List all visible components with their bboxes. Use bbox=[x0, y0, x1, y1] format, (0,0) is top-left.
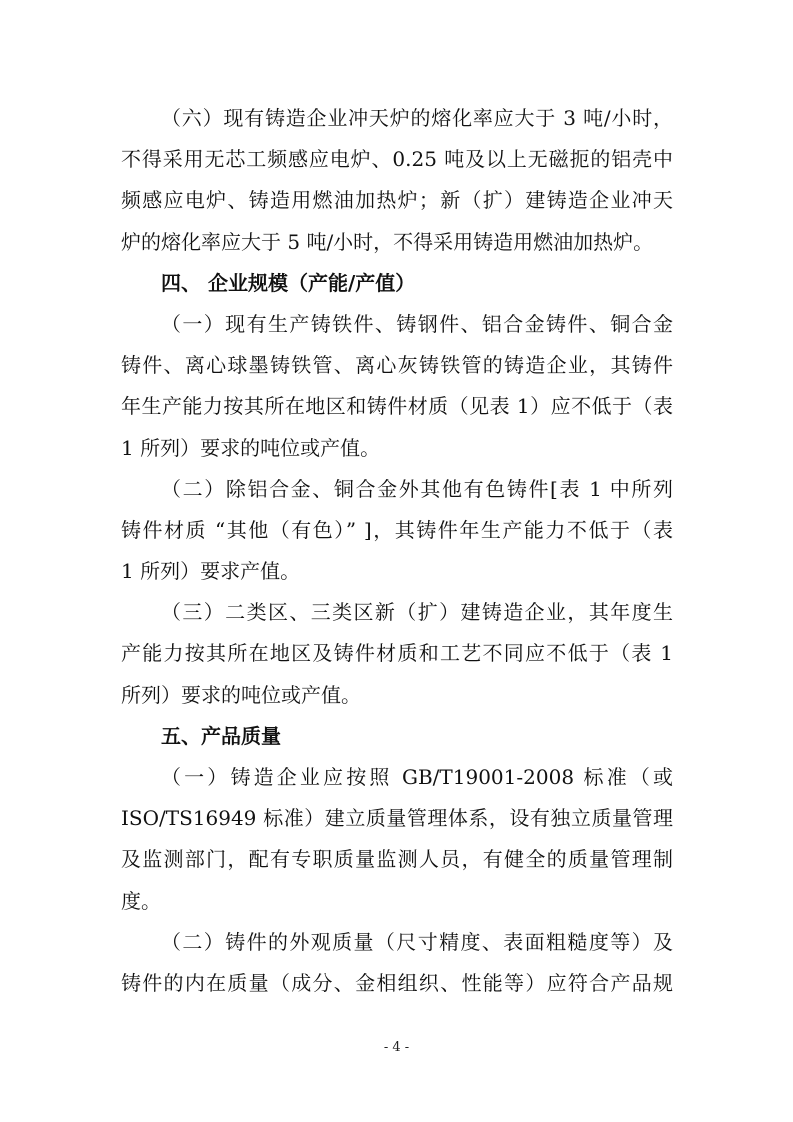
text-line: 不得采用无芯工频感应电炉、0.25 吨及以上无磁扼的铝壳中 bbox=[121, 147, 673, 172]
paragraph-scale-item-1 bbox=[121, 304, 673, 469]
text-line: 铸件、离心球墨铸铁管、离心灰铸铁管的铸造企业，其铸件 bbox=[121, 353, 673, 378]
text-line: 铸件材质 “其他（有色）” ]，其铸件年生产能力不低于（表 bbox=[121, 517, 673, 542]
text-line: 产能力按其所在地区及铸件材质和工艺不同应不低于（表 1 bbox=[121, 641, 673, 666]
text-line: ISO/TS16949 标准）建立质量管理体系，设有独立质量管理 bbox=[121, 806, 673, 831]
text-line: （一）铸造企业应按照 GB/T19001-2008 标准（或 bbox=[161, 765, 673, 789]
section-heading-product-quality: 五、产品质量 bbox=[161, 723, 281, 748]
text-line: 铸件的内在质量（成分、金相组织、性能等）应符合产品规 bbox=[121, 970, 673, 995]
text-line: （三）二类区、三类区新（扩）建铸造企业，其年度生 bbox=[161, 600, 673, 625]
text-line: （一）现有生产铸铁件、铸钢件、铝合金铸件、铜合金 bbox=[161, 311, 673, 336]
page-number: - 4 - bbox=[383, 1040, 410, 1055]
text-line: 所列）要求的吨位或产值。 bbox=[121, 682, 361, 707]
paragraph-quality-item-1 bbox=[121, 757, 673, 922]
text-line: （六）现有铸造企业冲天炉的熔化率应大于 3 吨/小时， bbox=[161, 106, 673, 130]
text-line: （二）除铝合金、铜合金外其他有色铸件[表 1 中所列 bbox=[161, 476, 673, 501]
text-line: 频感应电炉、铸造用燃油加热炉；新（扩）建铸造企业冲天 bbox=[121, 188, 673, 213]
paragraph-quality-item-2 bbox=[121, 922, 673, 1004]
text-line: 1 所列）要求的吨位或产值。 bbox=[121, 435, 381, 460]
paragraph-scale-item-2 bbox=[121, 469, 673, 593]
text-line: 年生产能力按其所在地区和铸件材质（见表 1）应不低于（表 bbox=[121, 394, 673, 419]
text-line: 1 所列）要求产值。 bbox=[121, 559, 301, 584]
text-line: （二）铸件的外观质量（尺寸精度、表面粗糙度等）及 bbox=[161, 929, 673, 954]
paragraph-furnace-melting-rate bbox=[121, 98, 673, 263]
text-line: 炉的熔化率应大于 5 吨/小时，不得采用铸造用燃油加热炉。 bbox=[121, 229, 654, 254]
paragraph-scale-item-3 bbox=[121, 592, 673, 716]
text-line: 及监测部门，配有专职质量监测人员，有健全的质量管理制 bbox=[121, 847, 673, 872]
document-body bbox=[121, 98, 673, 1004]
text-line: 度。 bbox=[121, 888, 161, 913]
section-heading-enterprise-scale: 四、 企业规模（产能/产值） bbox=[161, 270, 416, 295]
